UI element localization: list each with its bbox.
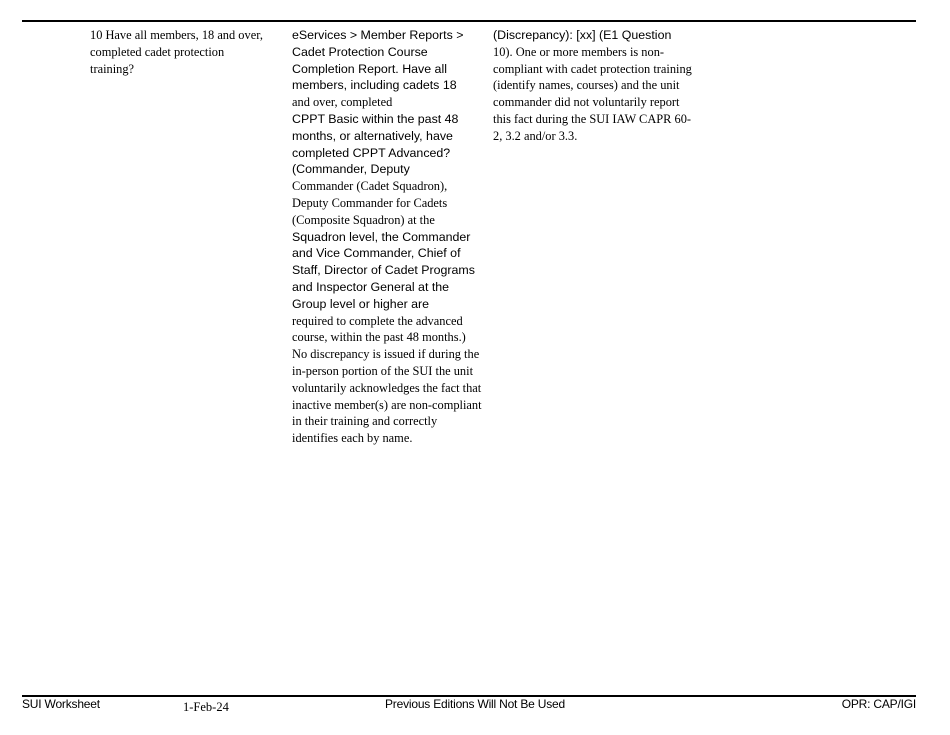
discrepancy-text-run: 10). One or more members is non-compliant with cadet protection training (identify names, courses) and the unit commander did not voluntarily report this fact during the SUI IAW CAPR 60-2, 3.2 and/or 3.3. (493, 44, 692, 143)
discrepancy-text-run: (Discrepancy): [xx] (E1 Question (493, 28, 672, 42)
procedure-text-run: eServices > Member Reports > Cadet Protection Course Completion Report. Have all members, including cadets 18 (292, 28, 464, 93)
footer-date: 1-Feb-24 (183, 700, 229, 714)
footer-opr: OPR: CAP/IGI (841, 697, 916, 711)
discrepancy-cell (493, 27, 693, 145)
footer-editions-note: Previous Editions Will Not Be Used (385, 697, 565, 711)
procedure-cell (292, 27, 482, 447)
table-top-rule (22, 20, 916, 22)
procedure-text-run: required to complete the advanced course, within the past 48 months.) No discrepancy is issued if during the in-person portion of the SUI the unit voluntarily acknowledges the fact that inactive member(s) are non-compliant in their training and correctly identifies each by name. (292, 313, 482, 446)
question-cell: 10 Have all members, 18 and over, completed cadet protection training? (90, 28, 263, 76)
procedure-text-run: Commander (Cadet Squadron), Deputy Commander for Cadets (Composite Squadron) at the (292, 179, 448, 227)
procedure-text-run: CPPT Basic within the past 48 months, or alternatively, have completed CPPT Advanced? (Commander, Deputy (292, 111, 459, 177)
procedure-text-run: Squadron level, the Commander and Vice Commander, Chief of Staff, Director of Cadet Programs and Inspector General at the Group level or higher are (292, 229, 475, 311)
procedure-text-run: and over, completed (292, 95, 393, 110)
footer-form-name: SUI Worksheet (22, 697, 100, 711)
